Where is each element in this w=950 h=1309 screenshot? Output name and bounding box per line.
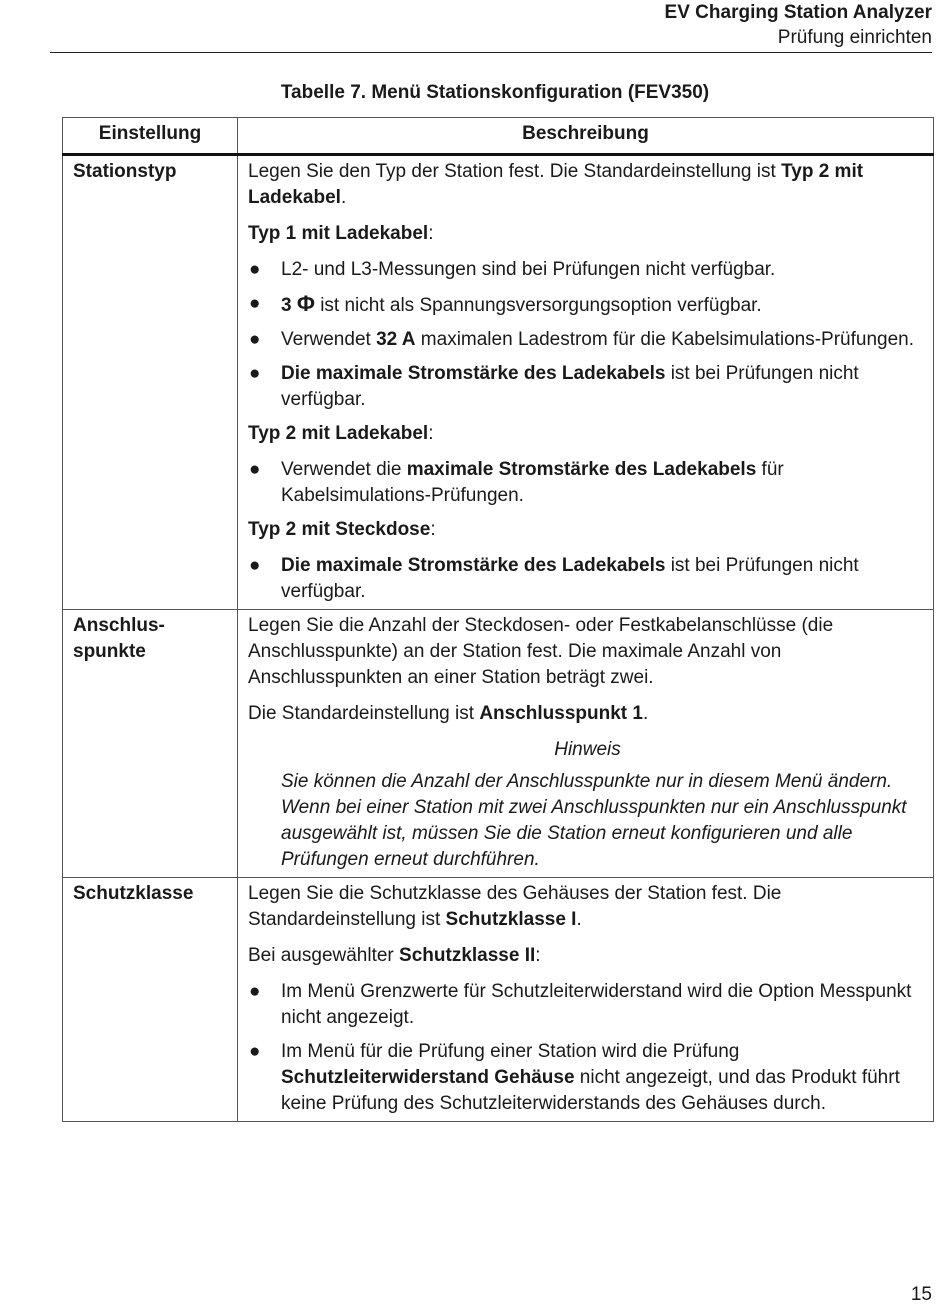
bullet-list: [248, 553, 927, 605]
description-paragraph: Legen Sie die Anzahl der Steckdosen- oder Festkabelanschlüsse (die Anschlusspunkte) an der Station fest. Die maximale Anzahl von Anschlusspunkten an einer Station beträgt zwei.: [248, 615, 834, 688]
text-run: ist bei Prüfungen nicht verfügbar.: [281, 555, 859, 602]
list-item: [248, 1039, 927, 1117]
description-paragraph: [248, 159, 927, 211]
table-caption: Tabelle 7. Menü Stationskonfiguration (FEV350): [280, 82, 710, 103]
section-title: Prüfung einrichten: [777, 27, 932, 48]
table-row-stationstyp: [63, 155, 934, 610]
text-run: 32 A: [376, 329, 416, 350]
text-run: Die Standardeinstellung ist: [248, 703, 480, 724]
phase-symbol: Φ: [296, 291, 315, 316]
text-run: Die maximale Stromstärke des Ladekabels: [281, 555, 666, 576]
bullet-icon: ●: [249, 329, 261, 350]
subheading: [248, 221, 927, 247]
text-run: für Kabelsimulations-Prüfungen.: [281, 459, 784, 506]
text-run: Legen Sie die Schutzklasse des Gehäuses der Station fest. Die Standardeinstellung ist: [248, 883, 782, 930]
text-run: :: [535, 945, 541, 966]
list-item: [248, 457, 927, 509]
text-run: Im Menü Grenzwerte für Schutzleiterwiderstand wird die Option Messpunkt nicht angezeigt.: [281, 981, 912, 1028]
setting-name: [63, 610, 238, 878]
note-title: Hinweis: [554, 739, 621, 760]
list-item: [248, 257, 927, 283]
table-row-anschlusspunkte: [63, 610, 934, 878]
bullet-list: [248, 979, 927, 1117]
text-run: ist bei Prüfungen nicht verfügbar.: [281, 363, 859, 410]
text-run: Bei ausgewählter: [248, 945, 400, 966]
text-run: Verwendet die: [281, 459, 407, 480]
column-header-setting: Einstellung: [63, 118, 238, 155]
subheading: [248, 517, 927, 543]
list-item: [248, 553, 927, 605]
text-run: .: [340, 187, 347, 208]
text-run: L2- und L3-Messungen sind bei Prüfungen nicht verfügbar.: [281, 259, 776, 280]
bullet-list: [248, 257, 927, 413]
bullet-icon: ●: [249, 459, 261, 480]
bullet-icon: ●: [249, 981, 261, 1002]
note-body: Sie können die Anzahl der Anschlusspunkte nur in diesem Menü ändern. Wenn bei einer Station mit zwei Anschlusspunkten nur ein Anschlusspunkt ausgewählt ist, müssen Sie die Station erneut konfigurieren und alle Prüfungen erneut durchführen.: [281, 771, 907, 870]
subheading-label: Typ 1 mit Ladekabel: [248, 223, 429, 244]
colon: :: [430, 519, 436, 540]
list-item: [248, 979, 927, 1031]
text-run: Im Menü für die Prüfung einer Station wird die Prüfung: [281, 1041, 740, 1062]
default-value: Schutzklasse I: [445, 909, 577, 930]
name-line: spunkte: [73, 641, 146, 662]
bullet-icon: ●: [249, 555, 261, 576]
text-run: Legen Sie den Typ der Station fest. Die Standardeinstellung ist: [248, 161, 782, 182]
page-number: 15: [910, 1284, 932, 1305]
text-run: ist nicht als Spannungsversorgungsoption verfügbar.: [314, 295, 762, 316]
table-header-row: [63, 118, 934, 155]
bullet-icon: ●: [249, 363, 261, 384]
list-item: [248, 361, 927, 413]
default-value: Anschlusspunkt 1: [479, 703, 643, 724]
default-value: Typ 2 mit Ladekabel: [248, 161, 864, 208]
colon: :: [428, 423, 434, 444]
description-paragraph: [248, 943, 927, 969]
text-run: maximalen Ladestrom für die Kabelsimulations-Prüfungen.: [415, 329, 914, 350]
setting-name: Schutzklasse: [63, 878, 238, 1122]
list-item: [248, 291, 927, 319]
text-run: 3: [281, 295, 297, 316]
page-header: [665, 0, 932, 50]
subheading-label: Typ 2 mit Steckdose: [248, 519, 431, 540]
column-header-description: Beschreibung: [238, 118, 934, 155]
setting-description: [238, 155, 934, 610]
text-run: Schutzklasse II: [399, 945, 536, 966]
bullet-list: [248, 457, 927, 509]
text-run: Die maximale Stromstärke des Ladekabels: [281, 363, 666, 384]
product-title: EV Charging Station Analyzer: [664, 2, 932, 23]
colon: :: [428, 223, 434, 244]
description-paragraph: [248, 881, 927, 933]
text-run: nicht angezeigt, und das Produkt führt keine Prüfung des Schutzleiterwiderstands des Gehäuses durch.: [281, 1067, 900, 1114]
subheading: [248, 421, 927, 447]
text-run: Schutzleiterwiderstand Gehäuse: [281, 1067, 575, 1088]
header-divider: [50, 52, 932, 53]
setting-description: [238, 610, 934, 878]
description-paragraph: [248, 701, 927, 727]
text-run: maximale Stromstärke des Ladekabels: [406, 459, 757, 480]
text-run: .: [642, 703, 649, 724]
bullet-icon: ●: [249, 293, 261, 314]
text-run: .: [576, 909, 582, 930]
setting-name: Stationstyp: [63, 155, 238, 610]
name-line: Anschlus-: [73, 615, 165, 636]
bullet-icon: ●: [249, 259, 261, 280]
subheading-label: Typ 2 mit Ladekabel: [248, 423, 429, 444]
bullet-icon: ●: [249, 1041, 261, 1062]
station-config-table: [62, 117, 934, 1122]
text-run: Verwendet: [281, 329, 377, 350]
setting-description: [238, 878, 934, 1122]
list-item: [248, 327, 927, 353]
table-row-schutzklasse: [63, 878, 934, 1122]
